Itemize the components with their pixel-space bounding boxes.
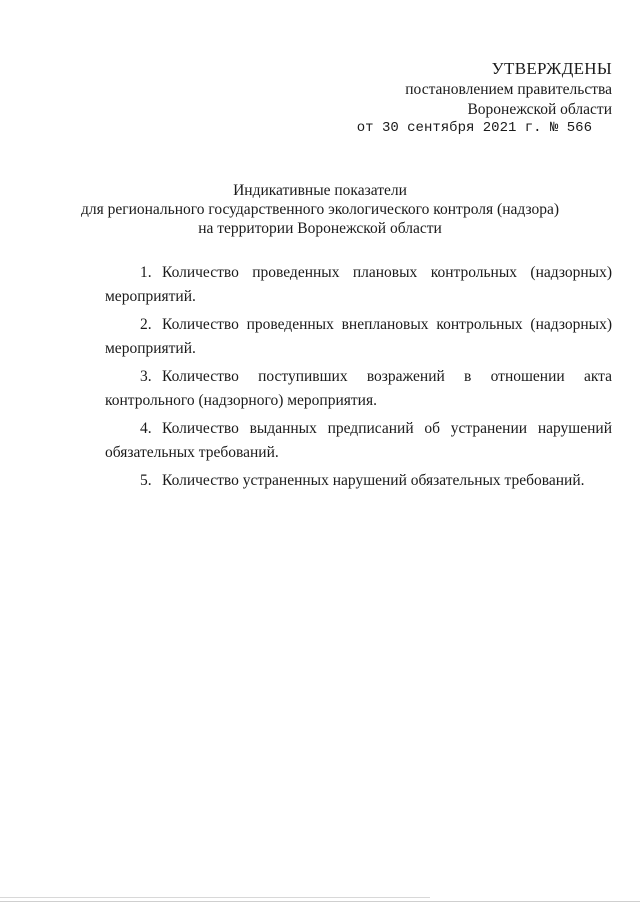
list-item <box>105 469 612 493</box>
list-item-number: 3. <box>140 368 156 385</box>
list-item-text: Количество проведенных внеплановых контрольных (надзорных) мероприятий. <box>105 316 612 357</box>
approval-line-2: Воронежской области <box>467 101 612 118</box>
list-item <box>105 417 612 465</box>
list-item-number: 5. <box>140 472 156 489</box>
list-item-number: 2. <box>140 316 156 333</box>
list-item-number: 1. <box>140 264 156 281</box>
list-item-text: Количество проведенных плановых контрольных (надзорных) мероприятий. <box>105 264 612 305</box>
heading-line-3: на территории Воронежской области <box>198 220 442 237</box>
list-item-text: Количество устраненных нарушений обязательных требований. <box>162 472 585 489</box>
list-item <box>105 365 612 413</box>
list-item-text: Количество выданных предписаний об устранении нарушений обязательных требований. <box>105 420 612 461</box>
heading-line-1: Индикативные показатели <box>233 182 407 199</box>
approval-line-1: постановлением правительства <box>405 81 612 98</box>
heading-line-2: для регионального государственного экологического контроля (надзора) <box>80 201 560 218</box>
list-item <box>105 313 612 361</box>
list-item-number: 4. <box>140 420 156 437</box>
list-item-text: Количество поступивших возражений в отношении акта контрольного (надзорного) мероприятия. <box>105 368 612 409</box>
scan-edge-line <box>0 897 430 898</box>
list-item <box>105 261 612 309</box>
approval-title: УТВЕРЖДЕНЫ <box>491 59 612 78</box>
approval-date: от 30 сентября 2021 г. № 566 <box>356 120 592 136</box>
approval-block <box>356 58 612 136</box>
document-heading <box>0 181 640 238</box>
page-bottom-edge <box>0 901 640 902</box>
indicator-list <box>105 261 612 497</box>
